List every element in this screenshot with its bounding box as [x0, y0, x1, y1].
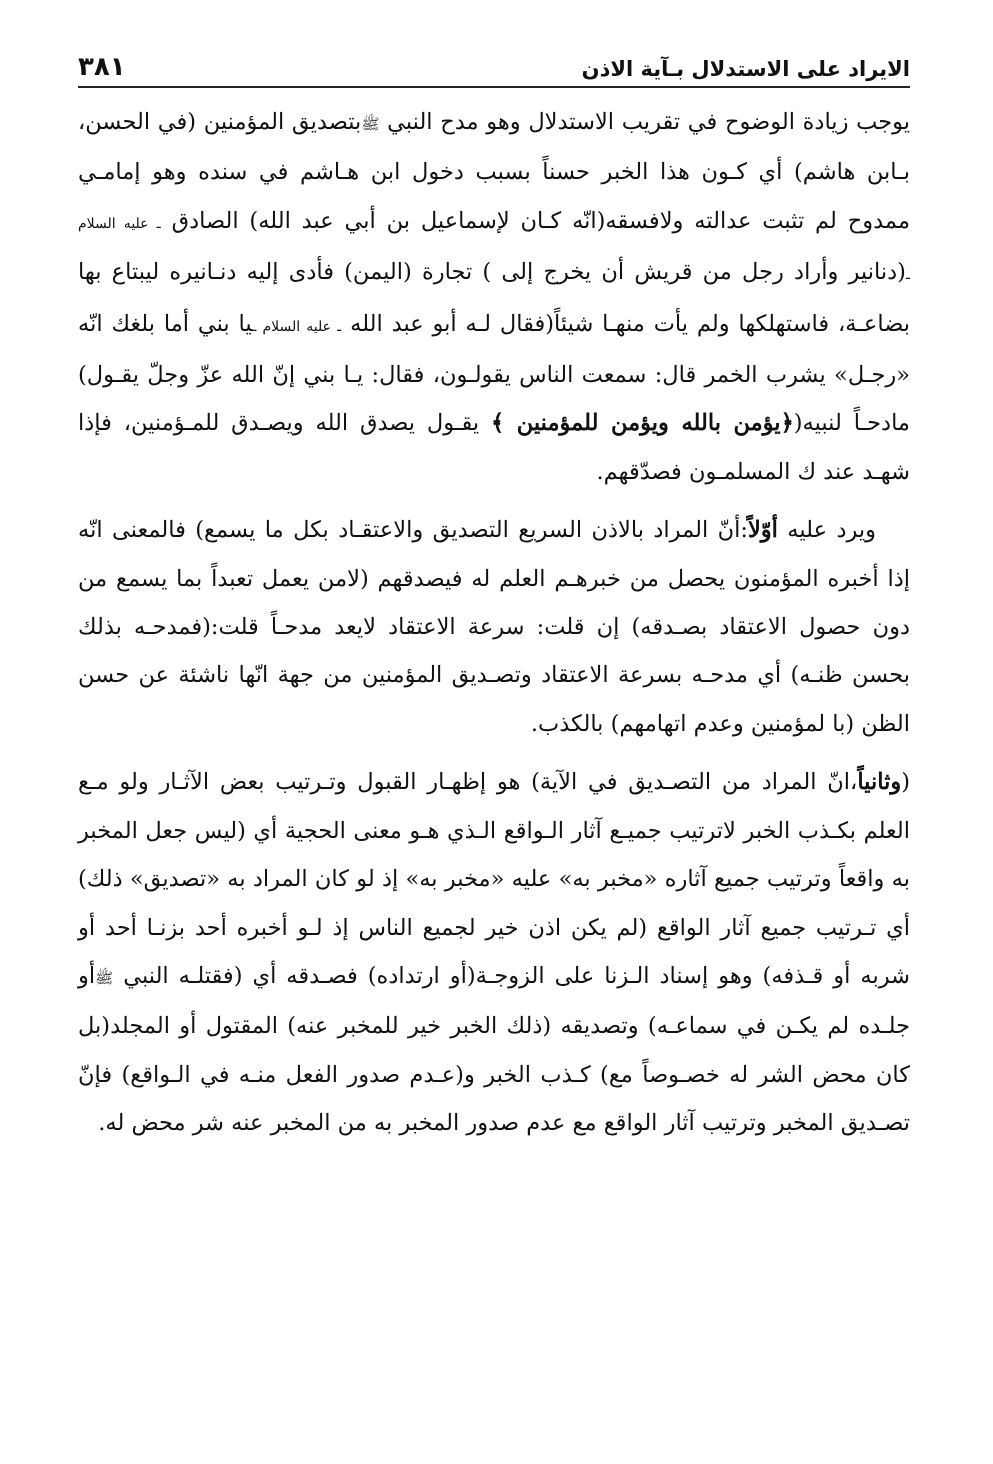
bold-term-first: أوّلاً [747, 517, 778, 544]
running-title: الايراد على الاستدلال بـآية الاذن [581, 56, 910, 81]
text-segment: :أنّ المراد بالاذن السريع التصديق والاعتقـاد بكل ما يسمع) فالمعنى انّه إذا أخبره المؤمنون يحصل من خبرهـم العلم له فيصدقهم (لامن يعمل تعبداً بما يسمع من دون حصول الاعتقاد بصـدقه) إن قلت: سرعة الاعتقاد لايعد مدحـاً قلت:(فمدحـه بذلك بحسن ظنـه) أي مدحـه بسرعة الاعتقاد وتصـديق المؤمنين من جهة انّها ناشئة عن حسن الظن (با لمؤمنين وعدم اتهامهم) بالكذب. [78, 517, 910, 737]
text-segment: ( [901, 769, 910, 796]
text-segment: (دنانير وأراد رجل من قريش أن يخرج إلى ) تجارة (اليمن) فأدى إليه دنـانيره ليبتاع بها بضاعـة، فاستهلكها ولم يأت منهـا شيئاً(فقال لـه أبو عبد الله [78, 259, 910, 337]
text-segment: يقـول يصدق الله ويصـدق للمـؤمنين، فإذا شهـد عند ك المسلمـون فصدّقهم. [78, 410, 910, 485]
text-segment: يا بني أما بلغك انّه «رجـل» يشرب الخمر قال: سمعت الناس يقولـون، فقال: يـا بني إنّ الله عزّ وجلّ يقـول) مادحـاً لنبيه( [78, 310, 910, 437]
page-body [78, 98, 910, 1148]
salutation-note: ـ عليه السلام ـ [78, 215, 910, 284]
page-number: ٣٨١ [78, 52, 126, 83]
paragraph-2 [78, 506, 910, 748]
text-segment: يوجب زيادة الوضوح في تقريب الاستدلال وهو مدح النبي [379, 109, 910, 135]
paragraph-1 [78, 98, 910, 496]
paragraph-3 [78, 758, 910, 1147]
text-segment: أو جلـده لم يكـن في سماعـه) وتصديقه (ذلك الخبر خير للمخبر عنه) المقتول أو المجلد(بل كان محض الشر له خصـوصاً مع) كـذب الخبر و(عـدم صدور الفعل منـه في الـواقع) فإنّ تصـديق المخبر وترتيب آثار الواقع مع عدم صدور المخبر به من المخبر عنه شر محض له. [78, 962, 910, 1137]
honorific-glyph: ﷺ [361, 115, 380, 133]
quran-quote: ﴿يؤمن بالله ويؤمن للمؤمنين ﴾ [491, 410, 794, 437]
honorific-glyph: ﷺ [95, 968, 114, 987]
book-page [78, 38, 910, 1148]
text-segment: بتصديق المؤمنين (في الحسن، بـابن هاشم) أي كـون هذا الخبر حسناً بسبب دخول ابن هـاشم في سنده وهو إمامـي ممدوح لم تثبت عدالته ولافسقه(انّه كـان لإسماعيل بن أبي عبد الله) الصادق [78, 109, 910, 234]
salutation-note: ـ عليه السلام ـ [252, 318, 342, 335]
text-segment: ويرد عليه [777, 517, 877, 544]
text-segment: ،انّ المراد من التصـديق في الآية) هو إظهـار القبول وتـرتيب بعض الآثـار ولو مـع العلم بكـذب الخبر لاترتيب جميـع آثار الـواقع الـذي هـو معنى الحجية أي (ليس جعل المخبر به واقعاً وترتيب جميع آثاره «مخبر به» عليه «مخبر به» إذ لو كان المراد به «تصديق» ذلك) أي تـرتيب جميع آثار الواقع (لم يكن اذن خير لجميع الناس إذ لـو أخبره أحد بزنـا أحد أو شربه أو قـذفه) وهو إسناد الـزنا على الزوجـة(أو ارتداده) فصـدقه أي (فقتلـه النبي [78, 769, 910, 989]
page-header [78, 38, 910, 88]
bold-term-second: وثانياً [857, 769, 902, 796]
